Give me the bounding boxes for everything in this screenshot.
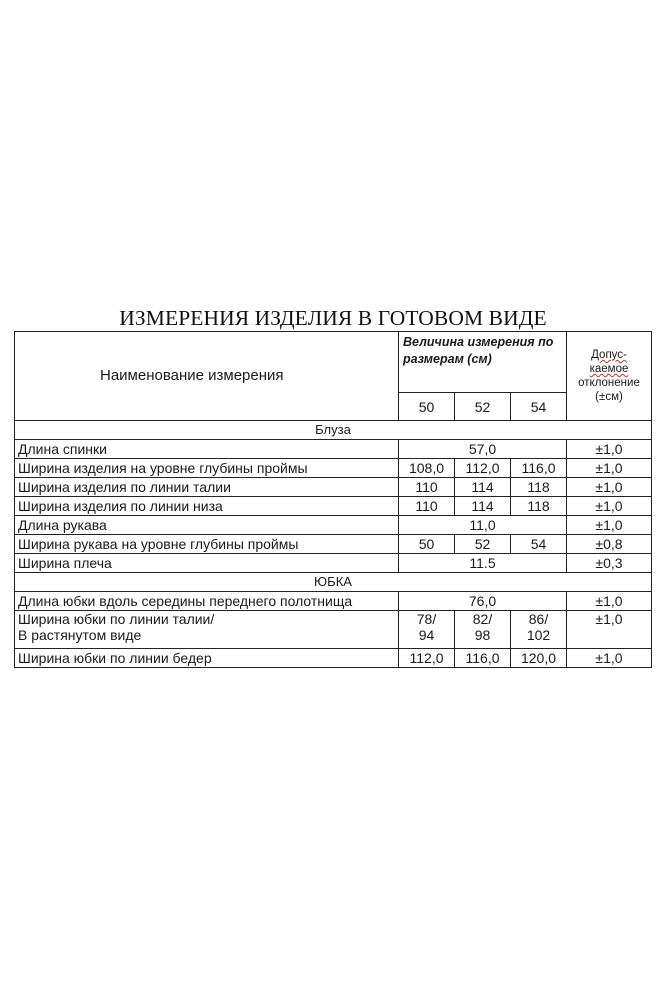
measurement-value: 118 [511, 478, 567, 497]
measurement-value: 112,0 [399, 649, 455, 668]
measurement-name: Длина рукава [15, 516, 399, 535]
value-line: 98 [474, 627, 491, 643]
measurement-value: 120,0 [511, 649, 567, 668]
size-column-header: Величина измерения по размерам (см) [399, 332, 567, 393]
section-header-row [15, 421, 652, 440]
table-row [15, 440, 652, 459]
measurement-name: Ширина плеча [15, 554, 399, 573]
table-row [15, 497, 652, 516]
table-row [15, 535, 652, 554]
section-title: Блуза [15, 421, 652, 440]
tolerance-value: ±0,8 [567, 535, 652, 554]
measurement-value: 50 [399, 535, 455, 554]
measurement-value: 57,0 [399, 440, 567, 459]
measurement-name: Ширина юбки по линии бедер [15, 649, 399, 668]
measurements-table [14, 331, 652, 668]
tolerance-value: ±1,0 [567, 592, 652, 611]
section-header-row [15, 573, 652, 592]
size-header: 54 [511, 393, 567, 421]
table-row [15, 459, 652, 478]
table-row [15, 649, 652, 668]
tolerance-value: ±1,0 [567, 649, 652, 668]
measurement-value [511, 611, 567, 649]
measurement-value: 114 [455, 478, 511, 497]
table-row [15, 554, 652, 573]
measurement-value [455, 611, 511, 649]
table-row [15, 478, 652, 497]
tolerance-header-line: Допус- [591, 349, 627, 361]
measurement-name: Ширина изделия по линии низа [15, 497, 399, 516]
tolerance-header-line: каемое [589, 363, 629, 375]
tolerance-value: ±1,0 [567, 497, 652, 516]
tolerance-value: ±1,0 [567, 478, 652, 497]
measurement-value: 11.5 [399, 554, 567, 573]
measurement-value: 116,0 [511, 459, 567, 478]
table-row [15, 611, 652, 649]
value-line: 94 [418, 627, 435, 643]
measurement-value: 116,0 [455, 649, 511, 668]
tolerance-value: ±1,0 [567, 611, 652, 649]
measurement-value: 11,0 [399, 516, 567, 535]
measurement-name: Ширина рукава на уровне глубины проймы [15, 535, 399, 554]
value-line: 78/ [416, 611, 437, 627]
tolerance-value: ±1,0 [567, 440, 652, 459]
header-row [15, 332, 652, 393]
measurement-value: 110 [399, 478, 455, 497]
measurement-name: Ширина изделия на уровне глубины проймы [15, 459, 399, 478]
table-row [15, 516, 652, 535]
tolerance-header-line: отклонение [578, 377, 640, 389]
measurement-value: 76,0 [399, 592, 567, 611]
tolerance-column-header [567, 332, 652, 421]
measurement-name: Длина спинки [15, 440, 399, 459]
measurement-name: Длина юбки вдоль середины переднего полотнища [15, 592, 399, 611]
section-title: ЮБКА [15, 573, 652, 592]
measurement-value: 108,0 [399, 459, 455, 478]
page-title: ИЗМЕРЕНИЯ ИЗДЕЛИЯ В ГОТОВОМ ВИДЕ [119, 306, 547, 330]
measurement-value: 118 [511, 497, 567, 516]
tolerance-value: ±1,0 [567, 459, 652, 478]
measurement-name [15, 611, 399, 649]
measurement-value: 112,0 [455, 459, 511, 478]
size-header: 50 [399, 393, 455, 421]
tolerance-value: ±1,0 [567, 516, 652, 535]
tolerance-header-line: (±см) [595, 391, 623, 403]
name-column-header: Наименование измерения [15, 332, 399, 421]
measurement-value: 114 [455, 497, 511, 516]
size-header: 52 [455, 393, 511, 421]
measurement-value: 52 [455, 535, 511, 554]
measurement-name-line: В растянутом виде [18, 627, 142, 643]
value-line: 82/ [472, 611, 493, 627]
value-line: 86/ [528, 611, 549, 627]
measurement-value: 110 [399, 497, 455, 516]
measurement-name-line: Ширина юбки по линии талии/ [18, 611, 215, 627]
table-row [15, 592, 652, 611]
measurement-value [399, 611, 455, 649]
measurement-name: Ширина изделия по линии талии [15, 478, 399, 497]
measurement-value: 54 [511, 535, 567, 554]
tolerance-value: ±0,3 [567, 554, 652, 573]
value-line: 102 [526, 627, 551, 643]
